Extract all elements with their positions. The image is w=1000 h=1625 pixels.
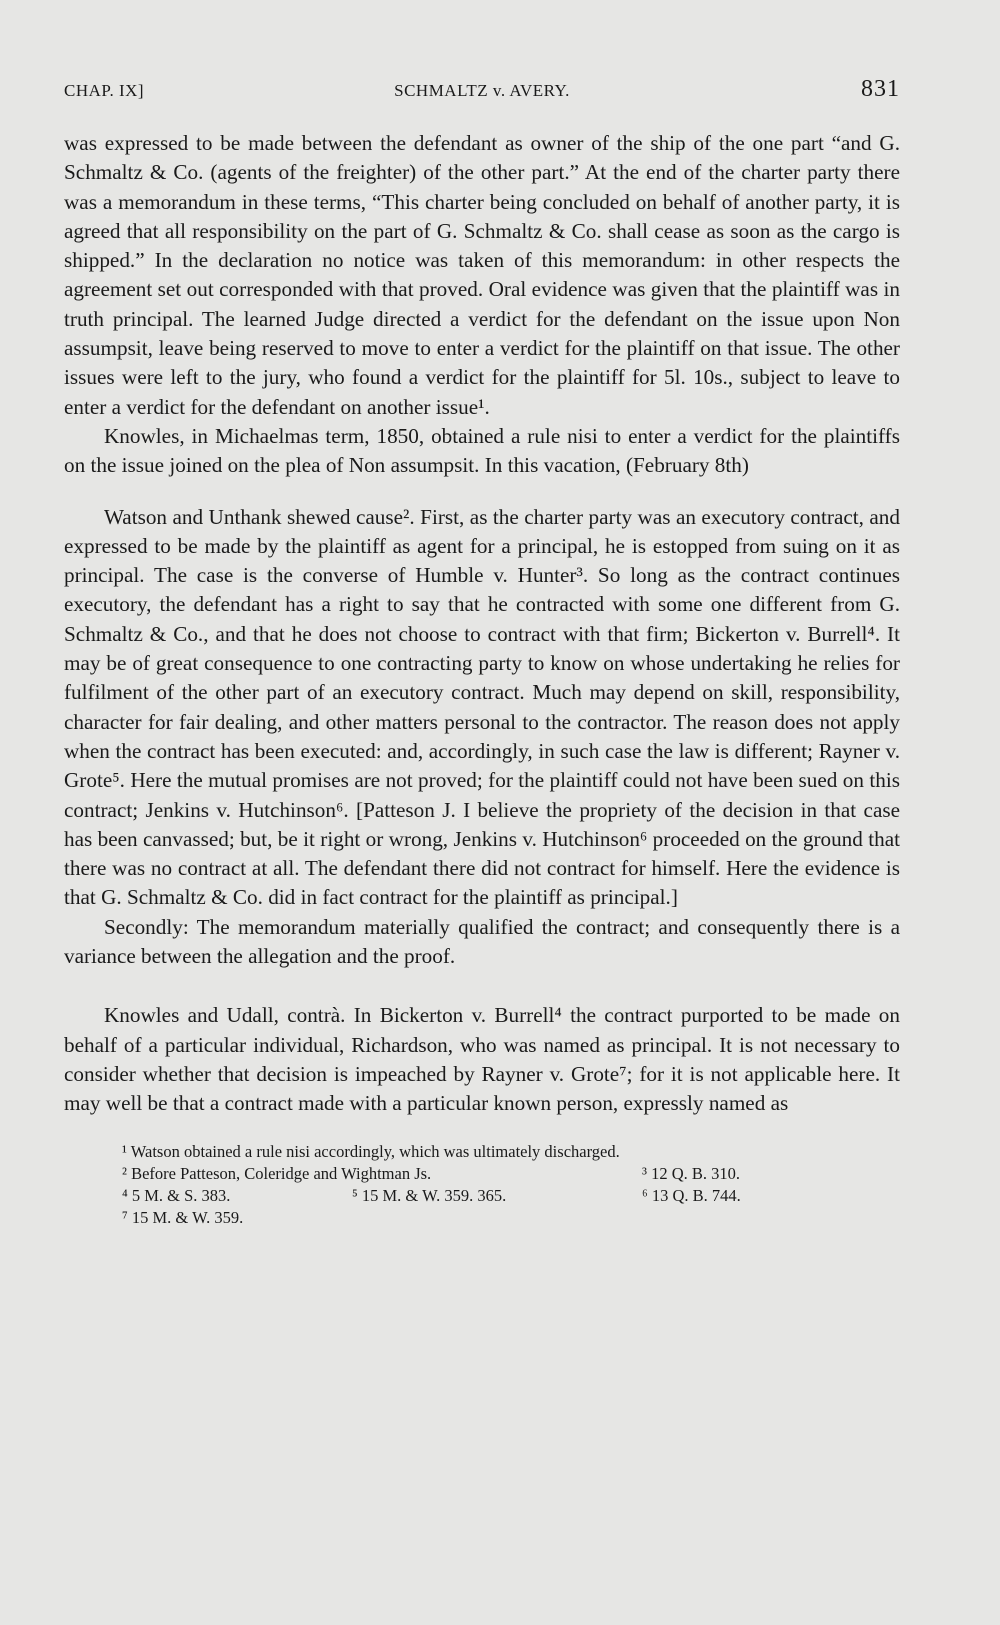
footnote: ⁵ 15 M. & W. 359. 365.	[352, 1185, 507, 1205]
footnote: ³ 12 Q. B. 310.	[642, 1163, 740, 1183]
footnote: ⁶ 13 Q. B. 744.	[642, 1185, 741, 1205]
running-header	[64, 76, 900, 103]
paragraph: Watson and Unthank shewed cause². First, as the charter party was an executory contract, and expressed to be made by the plaintiff as agent for a principal, he is estopped from suing on it as principal. The case is the converse of Humble v. Hunter³. So long as the contract continues executory, the defendant has a right to say that he contracted with some one different from G. Schmaltz & Co., and that he does not choose to contract with that firm; Bickerton v. Burrell⁴. It may be of great consequence to one contracting party to know on whose undertaking he relies for fulfilment of the other part of an executory contract. Much may depend on skill, responsibility, character for fair dealing, and other matters personal to the contractor. The reason does not apply when the contract has been executed: and, accordingly, in such case the law is different; Rayner v. Grote⁵. Here the mutual promises are not proved; for the plaintiff could not have been sued on this contract; Jenkins v. Hutchinson⁶. [Patteson J. I believe the propriety of the decision in that case has been canvassed; but, be it right or wrong, Jenkins v. Hutchinson⁶ proceeded on the ground that there was no contract at all. The defendant there did not contract for himself. Here the evidence is that G. Schmaltz & Co. did in fact contract for the plaintiff as principal.]	[64, 504, 900, 910]
paragraph: Knowles and Udall, contrà. In Bickerton v. Burrell⁴ the contract purported to be made on behalf of a particular individual, Richardson, who was named as principal. It is not necessary to consider whether that decision is impeached by Rayner v. Grote⁷; for it is not applicable here. It may well be that a contract made with a particular known person, expressly named as	[64, 1003, 900, 1116]
footnote: ² Before Patteson, Coleridge and Wightman Js.	[122, 1163, 432, 1183]
case-title: SCHMALTZ v. AVERY.	[394, 81, 570, 100]
footnote: ⁴ 5 M. & S. 383.	[122, 1185, 231, 1205]
page-body	[64, 129, 900, 1119]
chapter-label: CHAP. IX]	[64, 81, 145, 100]
footnote: ⁷ 15 M. & W. 359.	[122, 1207, 244, 1227]
paragraph: was expressed to be made between the defendant as owner of the ship of the one part “and G. Schmaltz & Co. (agents of the freighter) of the other part.” At the end of the charter party there was a memorandum in these terms, “This charter being concluded on behalf of another party, it is agreed that all responsibility on the part of G. Schmaltz & Co. shall cease as soon as the cargo is shipped.” In the declaration no notice was taken of this memorandum: in other respects the agreement set out corresponded with that proved. Oral evidence was given that the plaintiff was in truth principal. The learned Judge directed a verdict for the defendant on the issue upon Non assumpsit, leave being reserved to move to enter a verdict for the plaintiff on that issue. The other issues were left to the jury, who found a verdict for the plaintiff for 5l. 10s., subject to leave to enter a verdict for the defendant on another issue¹.	[64, 131, 900, 419]
paragraph: Knowles, in Michaelmas term, 1850, obtained a rule nisi to enter a verdict for the plaintiffs on the issue joined on the plea of Non assumpsit. In this vacation, (February 8th)	[64, 423, 900, 478]
paragraph: Secondly: The memorandum materially qualified the contract; and consequently there is a variance between the allegation and the proof.	[64, 914, 900, 969]
footnote: ¹ Watson obtained a rule nisi accordingly, which was ultimately discharged.	[122, 1141, 620, 1161]
footnotes	[64, 1141, 900, 1229]
page-number: 831	[861, 76, 900, 102]
